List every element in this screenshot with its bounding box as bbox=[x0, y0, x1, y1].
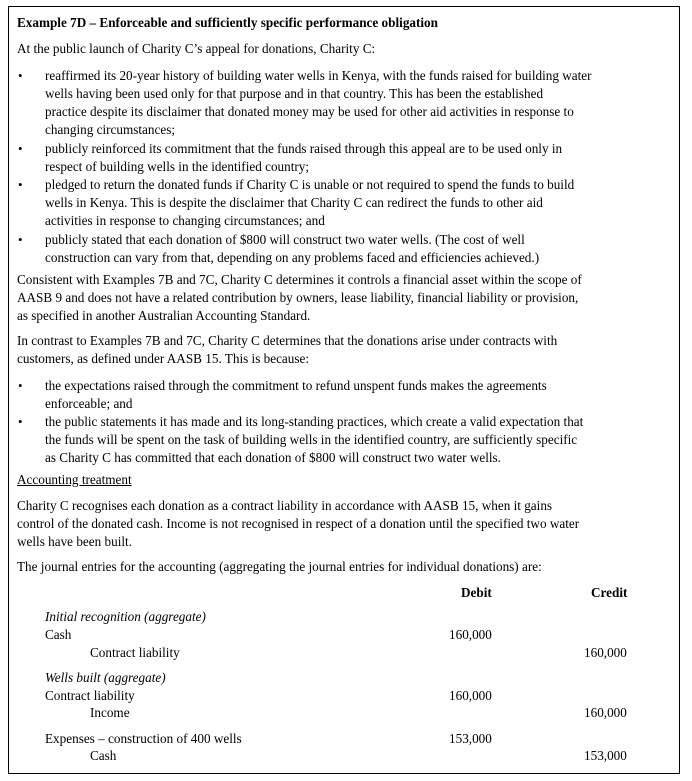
bullet-1-line-1: reaffirmed its 20-year history of building water wells in Kenya, with the funds raised for building water bbox=[45, 68, 592, 83]
consistent-paragraph-line-2: AASB 9 and does not have a related contribution by owners, lease liability, financial liability or provision, bbox=[17, 290, 579, 305]
intro-paragraph: At the public launch of Charity C’s appeal for donations, Charity C: bbox=[17, 41, 376, 56]
journal-credit: 153,000 bbox=[584, 748, 627, 763]
bullet-1-line-4: changing circumstances; bbox=[45, 122, 175, 137]
journal-account: Expenses – construction of 400 wells bbox=[45, 731, 242, 746]
bullet-icon: • bbox=[18, 378, 23, 393]
journal-section-heading: Wells built (aggregate) bbox=[45, 670, 166, 685]
journal-credit: 160,000 bbox=[584, 645, 627, 660]
bullet-3-line-3: activities in response to changing circumstances; and bbox=[45, 213, 325, 228]
reason-1-line-1: the expectations raised through the commitment to refund unspent funds makes the agreements bbox=[45, 378, 547, 393]
bullet-icon: • bbox=[18, 232, 23, 247]
journal-account: Cash bbox=[90, 748, 117, 763]
journal-credit: 160,000 bbox=[584, 705, 627, 720]
journal-section-heading: Initial recognition (aggregate) bbox=[45, 609, 206, 624]
bullet-2-line-1: publicly reinforced its commitment that the funds raised through this appeal are to be used only in bbox=[45, 141, 563, 156]
journal-account: Income bbox=[90, 705, 130, 720]
bullet-3-line-2: wells in Kenya. This is despite the disclaimer that Charity C can redirect the funds to other aid bbox=[45, 195, 543, 210]
debit-header: Debit bbox=[461, 585, 492, 600]
bullet-icon: • bbox=[18, 414, 23, 429]
bullet-3-line-1: pledged to return the donated funds if Charity C is unable or not required to spend the funds to build bbox=[45, 177, 575, 192]
consistent-paragraph-line-1: Consistent with Examples 7B and 7C, Charity C determines it controls a financial asset within the scope of bbox=[17, 272, 582, 287]
reason-2-line-2: the funds will be spent on the task of building wells in the identified country, are sufficiently specific bbox=[45, 432, 578, 447]
journal-debit: 153,000 bbox=[449, 731, 492, 746]
reason-1-line-2: enforceable; and bbox=[45, 396, 133, 411]
reason-2-line-3: as Charity C has committed that each donation of $800 will construct two water wells. bbox=[45, 450, 501, 465]
bullet-icon: • bbox=[18, 68, 23, 83]
credit-header: Credit bbox=[591, 585, 628, 600]
bullet-icon: • bbox=[18, 177, 23, 192]
journal-debit: 160,000 bbox=[449, 627, 492, 642]
bullet-4-line-2: construction can vary from that, depending on any problems faced and efficiencies achieved.) bbox=[45, 250, 540, 265]
contrast-paragraph-line-1: In contrast to Examples 7B and 7C, Charity C determines that the donations arise under contracts with bbox=[17, 333, 558, 348]
reason-2-line-1: the public statements it has made and its long-standing practices, which create a valid expectation that bbox=[45, 414, 584, 429]
bullet-4-line-1: publicly stated that each donation of $800 will construct two water wells. (The cost of well bbox=[45, 232, 525, 247]
bullet-1-line-3: practice despite its disclaimer that donated money may be used for other aid activities in response to bbox=[45, 104, 574, 119]
journal-intro: The journal entries for the accounting (aggregating the journal entries for individual donations) are: bbox=[17, 559, 542, 574]
consistent-paragraph-line-3: as specified in another Australian Accounting Standard. bbox=[17, 308, 311, 323]
recognition-paragraph-line-1: Charity C recognises each donation as a contract liability in accordance with AASB 15, when it gains bbox=[17, 498, 553, 513]
recognition-paragraph-line-3: wells have been built. bbox=[17, 534, 132, 549]
bullet-1-line-2: wells having been used only for that purpose and in that country. This has been the established bbox=[45, 86, 544, 101]
journal-account: Contract liability bbox=[45, 688, 135, 703]
journal-debit: 160,000 bbox=[449, 688, 492, 703]
recognition-paragraph-line-2: control of the donated cash. Income is not recognised in respect of a donation until the specified two water bbox=[17, 516, 580, 531]
accounting-treatment-heading: Accounting treatment bbox=[17, 472, 132, 487]
bullet-icon: • bbox=[18, 141, 23, 156]
example-title: Example 7D – Enforceable and sufficiently specific performance obligation bbox=[17, 15, 438, 30]
contrast-paragraph-line-2: customers, as defined under AASB 15. This is because: bbox=[17, 351, 310, 366]
journal-account: Cash bbox=[45, 627, 72, 642]
journal-account: Contract liability bbox=[90, 645, 180, 660]
bullet-2-line-2: respect of building wells in the identified country; bbox=[45, 159, 310, 174]
